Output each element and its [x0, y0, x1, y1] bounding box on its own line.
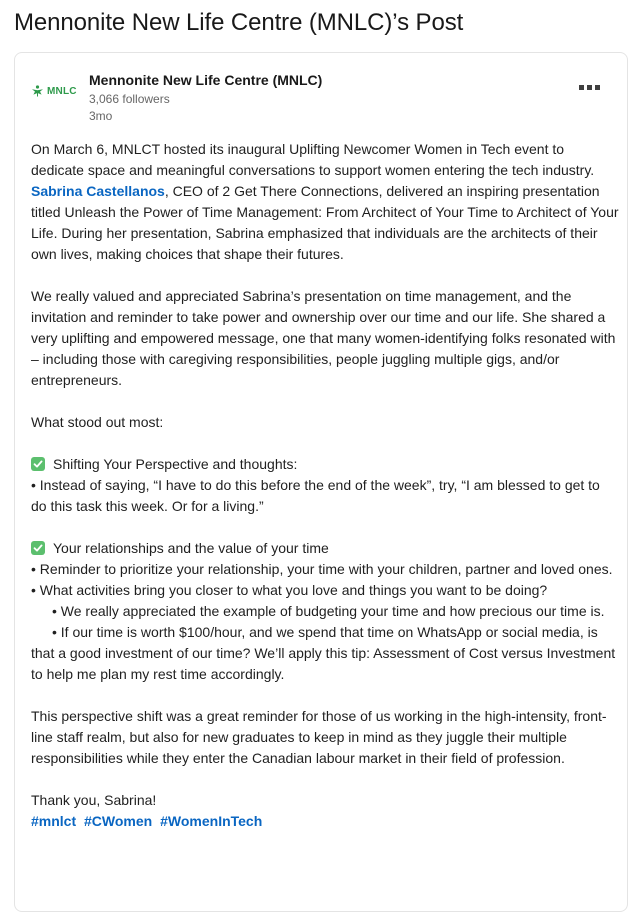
more-horizontal-icon-dot: [595, 85, 600, 90]
more-horizontal-icon-dot: [587, 85, 592, 90]
section-heading-text: Your relationships and the value of your time: [53, 540, 329, 556]
bullet-item: • What activities bring you closer to what you love and things you want to be doing?: [31, 582, 548, 598]
maple-leaf-person-icon: [31, 85, 44, 97]
post-card: [14, 52, 628, 912]
closing-line: Thank you, Sabrina!: [31, 792, 157, 808]
check-mark-button-icon: [31, 541, 45, 555]
sub-bullet-item: [31, 622, 619, 685]
spacer: [31, 769, 619, 790]
spacer: [31, 517, 619, 538]
intro-text-cont: , CEO of 2 Get There Connections, delivered an inspiring presentation titled Unleash the Power of Time Management: From Architect of Your Time to Architect of Your Life. During her presentation, Sabrina emphasized that individuals are the architects of their own lives, making choices that shape their futures.: [31, 183, 619, 262]
section-relationships-heading: [31, 538, 619, 559]
spacer: [31, 433, 619, 454]
page-title: Mennonite New Life Centre (MNLC)’s Post: [14, 9, 464, 36]
actor-name[interactable]: Mennonite New Life Centre (MNLC): [89, 72, 323, 88]
check-mark-button-icon: [31, 457, 45, 471]
intro-text: On March 6, MNLCT hosted its inaugural Uplifting Newcomer Women in Tech event to dedicate space and meaningful conversations to support women entering the tech industry.: [31, 141, 595, 178]
paragraph-intro: [31, 139, 619, 265]
spacer: [31, 265, 619, 286]
post-body: [31, 139, 619, 832]
hashtag-womenintech[interactable]: #WomenInTech: [160, 813, 263, 829]
spacer: [31, 391, 619, 412]
follower-count: 3,066 followers: [89, 92, 170, 106]
post-age: 3mo: [89, 109, 113, 123]
paragraph-appreciation: We really valued and appreciated Sabrina’s presentation on time management, and the invitation and reminder to take power and ownership over our time and our life. She shared a very uplifting and empowered message, one that many women-identifying folks resonated with – including those with caregiving responsibilities, people juggling multiple gigs, and/or entrepreneurs.: [31, 288, 616, 388]
section-heading-text: Shifting Your Perspective and thoughts:: [53, 456, 298, 472]
indent: [31, 624, 52, 640]
company-logo[interactable]: [31, 81, 81, 101]
hashtags: [31, 811, 619, 832]
logo-text: MNLC: [47, 85, 77, 97]
more-options-button[interactable]: [573, 75, 605, 99]
spacer: [31, 685, 619, 706]
section-perspective-heading: [31, 454, 619, 475]
bullet-item: • Instead of saying, “I have to do this before the end of the week”, try, “I am blessed to get to do this task this week. Or for a living.”: [31, 477, 600, 514]
paragraph-perspective-shift: This perspective shift was a great reminder for those of us working in the high-intensity, front-line staff realm, but also for new graduates to keep in mind as they juggle their multiple responsibilities while they enter the Canadian labour market in their field of profession.: [31, 708, 607, 766]
sub-bullet-item: [31, 601, 619, 622]
hashtag-cwomen[interactable]: #CWomen: [84, 813, 153, 829]
post-actor: [15, 53, 627, 133]
sub-bullet-text: • We really appreciated the example of budgeting your time and how precious our time is.: [52, 603, 605, 619]
mention-sabrina-castellanos[interactable]: Sabrina Castellanos: [31, 183, 165, 199]
standout-heading: What stood out most:: [31, 414, 164, 430]
bullet-item: • Reminder to prioritize your relationship, your time with your children, partner and loved ones.: [31, 561, 613, 577]
sub-bullet-text: • If our time is worth $100/hour, and we spend that time on WhatsApp or social media, is that a good investment of our time? We’ll apply this tip: Assessment of Cost versus Investment to help me plan my rest time accordingly.: [31, 624, 616, 682]
more-horizontal-icon: [579, 85, 584, 90]
hashtag-mnlct[interactable]: #mnlct: [31, 813, 77, 829]
indent: [31, 603, 52, 619]
